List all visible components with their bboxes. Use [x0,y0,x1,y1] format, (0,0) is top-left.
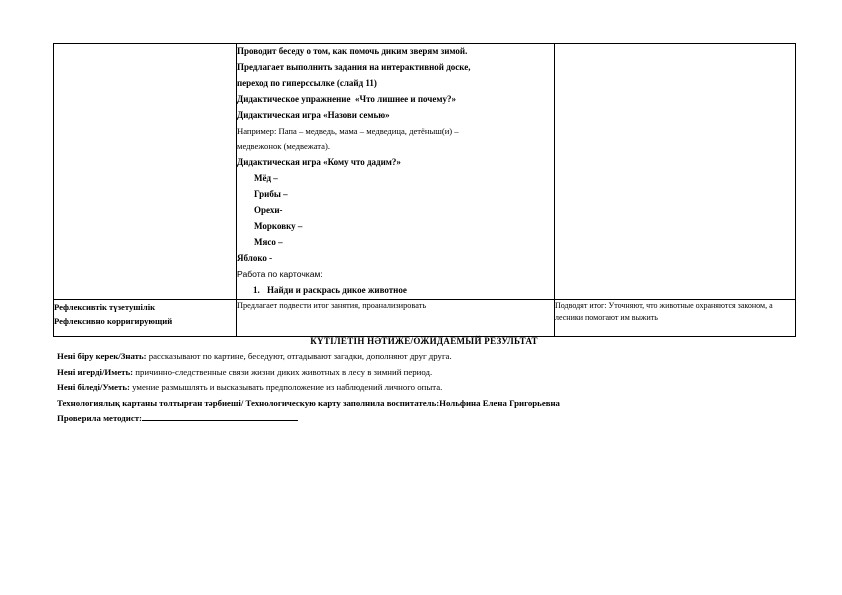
result-know [57,349,757,365]
stage-cell-empty [54,44,237,300]
stage-label-ru: Рефлексивно корригирующий [54,315,173,326]
lesson-plan-table [53,43,796,337]
result-able [57,380,757,396]
cards-label: Работа по карточкам: [237,268,323,279]
stage-cell-reflection [54,299,237,336]
apple-line: Яблоко - [237,252,273,263]
children-reflection-cell [555,299,796,336]
cards-item-text: Найди и раскрась дикое животное [267,284,407,295]
exercise-label: Дидактическое упражнение [237,93,351,104]
result-have-text: причинно-следственные связи жизни диких животных в лесу в зимний период. [133,366,433,377]
game-whom-line: Дидактическая игра «Кому что дадим?» [237,157,401,168]
checked-by-label: Проверила методист: [57,413,142,423]
cards-list-item [237,283,554,299]
children-activity-cell-empty [555,44,796,300]
game-family-line: Дидактическая игра «Назови семью» [237,109,390,120]
exercise-name: «Что лишнее и почему?» [354,93,456,104]
cards-item-number: 1. [253,284,260,295]
food-item: Орехи- [254,205,283,216]
food-item: Мёд – [254,173,278,184]
teacher-reflection-cell [237,299,555,336]
activity-line: Проводит беседу о том, как помочь диким зверям зимой. [237,46,468,56]
food-item: Грибы – [254,189,288,200]
result-able-label: Нені біледі/Уметь: [57,382,130,392]
children-reflection-text: Подводят итог: Уточняют, что животные охраняются законом, а лесники помогают им выжить [555,300,773,322]
food-item: Морковку – [254,220,303,231]
stage-label-kz: Рефлексивтік түзетушілік [54,301,156,312]
exercise-line [237,92,554,108]
example-line: Например: Папа – медведь, мама – медведица, детёныш(и) – [237,125,459,136]
checked-by-line [57,411,757,427]
food-item: Мясо – [254,236,283,247]
table-row [54,44,796,300]
example-line: медвежонок (медвежата). [237,141,330,152]
teacher-activity-cell [237,44,555,300]
expected-result-block [57,349,757,427]
expected-result-title: КҮТІЛЕТІН НӘТИЖЕ/ОЖИДАЕМЫЙ РЕЗУЛЬТАТ [310,336,538,346]
result-know-text: рассказывают по картине, беседуют, отгадывают загадки, дополняют друг друга. [146,351,452,361]
signature-line [142,411,298,421]
teacher-reflection-text: Предлагает подвести итог занятия, проанализировать [237,300,427,310]
activity-line: переход по гиперссылке (слайд 11) [237,77,377,88]
result-have [57,365,757,381]
result-able-text: умение размышлять и высказывать предположение из наблюдений личного опыта. [129,382,443,392]
filled-by-line: Технологиялық картаны толтырған тәрбиеші/ Технологическую карту заполнила воспитатель:Нольфина Елена Григорьевна [57,397,560,408]
table-row [54,299,796,336]
result-have-label: Нені игерді/Иметь: [57,366,134,377]
activity-line: Предлагает выполнить задания на интерактивной доске, [237,61,471,72]
result-know-label: Нені біру керек/Знать: [57,351,147,361]
